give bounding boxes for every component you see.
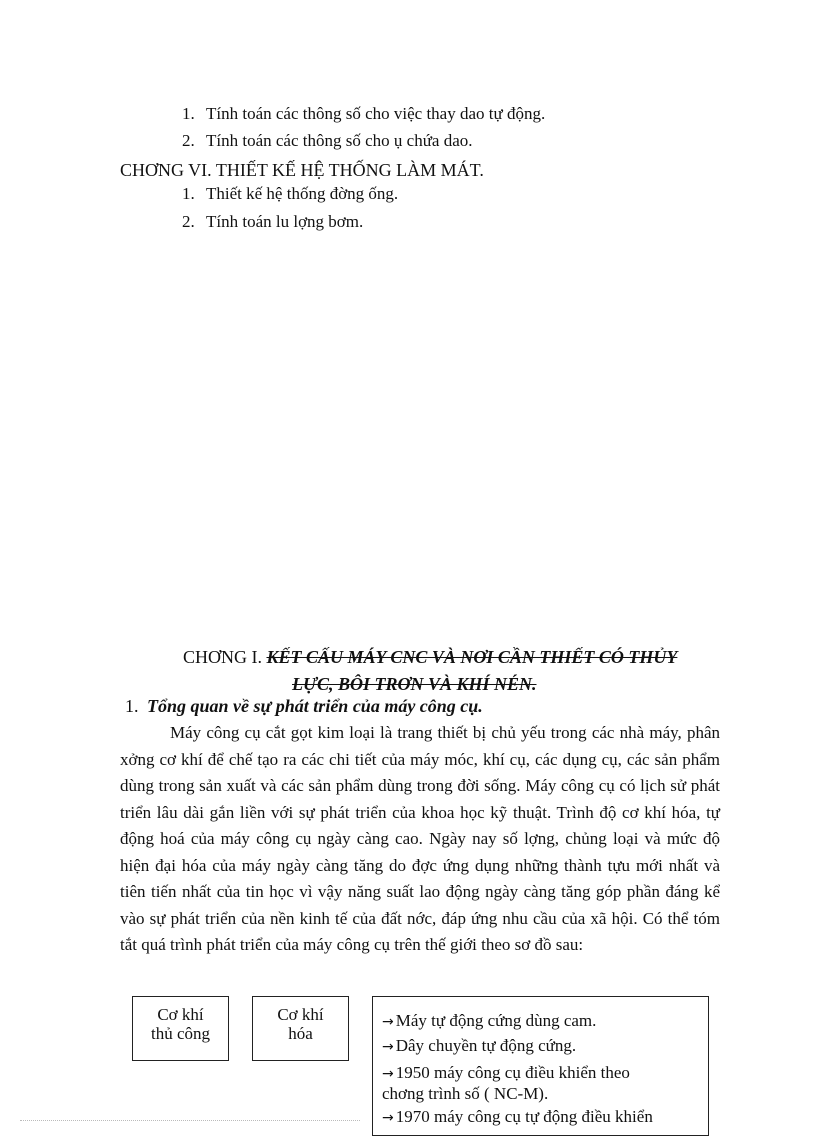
chapter-1-title-line2: LỰC, BÔI TRƠN VÀ KHÍ NÉN. [292,674,537,694]
chapter-1-prefix: CHƠNG I. [183,647,262,667]
toc-item: 2. Tính toán các thông số cho ụ chứa dao. [182,131,473,150]
page-divider [20,1120,360,1121]
chapter-6-heading: CHƠNG VI. THIẾT KẾ HỆ THỐNG LÀM MÁT. [120,160,484,180]
diagram-box-automation [372,996,709,1136]
toc-item: 1. Tính toán các thông số cho việc thay dao tự động. [182,104,546,123]
diagram-list-item: → 1970 máy công cụ tự động điều khiển [382,1107,653,1126]
toc-item: 2. Tính toán lu lợng bơm. [182,212,364,231]
arrow-right-icon: → [382,1066,394,1082]
arrow-right-icon: → [382,1039,394,1055]
diagram-box-manual: Cơ khí thủ công [132,996,229,1061]
diagram-list-item: → 1950 máy công cụ điều khiển theo [382,1063,630,1082]
diagram-list-item: → Dây chuyền tự động cứng. [382,1036,577,1055]
arrow-right-icon: → [382,1014,394,1030]
diagram-list-item-cont: chơng trình số ( NC-M). [382,1084,549,1103]
chapter-1-heading [183,647,677,668]
toc-item: 1. Thiết kế hệ thống đờng ống. [182,184,399,203]
diagram-box-mechanized: Cơ khí hóa [252,996,349,1061]
arrow-right-icon: → [382,1110,394,1126]
section-heading: 1. Tổng quan về sự phát triển của máy công cụ. [125,696,483,716]
body-paragraph: Máy công cụ cắt gọt kim loại là trang thiết bị chủ yếu trong các nhà máy, phân xởng cơ khí để chế tạo ra các chi tiết của máy móc, khí cụ, các dụng cụ, các sản phẩm dùng trong sản xuất và các sản phẩm dùng trong đời sống. Máy công cụ có lịch sử phát triển lâu dài gắn liền với sự phát triển của khoa học kỹ thuật. Trình độ cơ khí hóa, tự động hoá của máy công cụ ngày càng cao. Ngày nay số lợng, chủng loại và mức độ hiện đại hóa của máy ngày càng tăng do đợc ứng dụng những thành tựu mới nhất và tiên tiến nhất của tin học vì vậy năng suất lao động ngày càng tăng góp phần đáng kể vào sự phát triển của nền kinh tế của đất nớc, đáp ứng nhu cầu của xã hội. Có thể tóm tắt quá trình phát triển của máy công cụ trên thế giới theo sơ đồ sau: [120,723,720,954]
diagram-list-item: → Máy tự động cứng dùng cam. [382,1011,597,1030]
chapter-1-title: KẾT CẤU MÁY CNC VÀ NƠI CẦN THIẾT CÓ THỦY [266,647,678,667]
